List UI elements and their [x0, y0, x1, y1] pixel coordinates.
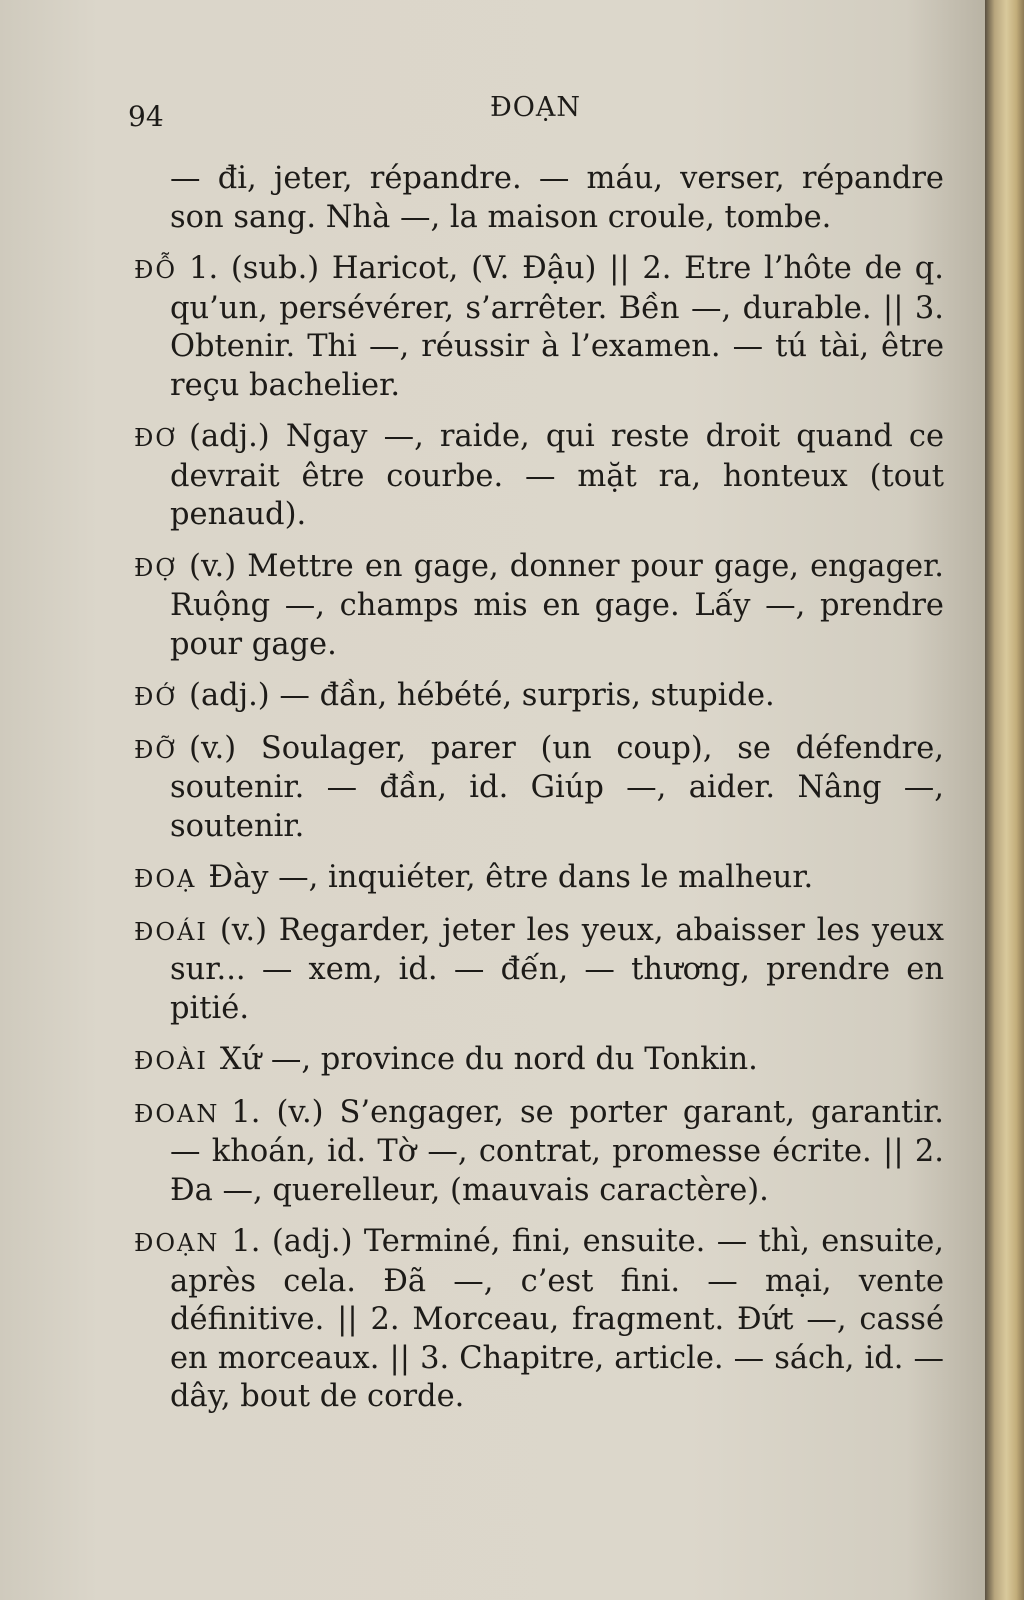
page-number: 94	[128, 100, 164, 133]
entry-headword: ĐỚ	[134, 683, 178, 711]
dictionary-entry	[134, 1041, 944, 1081]
dictionary-entries	[134, 160, 944, 1430]
entry-text: (v.) Regarder, jeter les yeux, abaisser les yeux sur... — xem, id. — đến, — thương, prendre en pitié.	[170, 912, 944, 1026]
dictionary-entry	[134, 1094, 944, 1211]
dictionary-entry	[134, 250, 944, 405]
entry-headword: ĐỖ	[134, 256, 178, 284]
dictionary-entry	[134, 677, 944, 717]
dictionary-entry	[134, 859, 944, 899]
entry-text: (adj.) — đần, hébété, surpris, stupide.	[189, 678, 775, 713]
entry-text: (v.) Soulager, parer (un coup), se défendre, soutenir. — đần, id. Giúp —, aider. Nâng —, soutenir.	[170, 730, 944, 844]
entry-headword: ĐOÀI	[134, 1047, 208, 1075]
entry-headword: ĐỠ	[134, 735, 178, 764]
entry-text: Đày —, inquiéter, être dans le malheur.	[208, 860, 814, 895]
entry-text: 1. (adj.) Terminé, fini, ensuite. — thì, ensuite, après cela. Đã —, c’est fini. — mại, vente définitive. || 2. Morceau, fragment. Đứt —, cassé en morceaux. || 3. Chapitre, article. — sách, id. — dây, bout de corde.	[170, 1224, 944, 1414]
entry-text: Xứ —, province du nord du Tonkin.	[219, 1042, 758, 1077]
running-head: ĐOẠN	[490, 92, 582, 123]
entry-headword: ĐOẠ	[134, 865, 197, 893]
book-spine-edge	[985, 0, 1024, 1600]
dictionary-entry	[134, 912, 944, 1029]
entry-headword: ĐƠ	[134, 424, 178, 452]
entry-text: — đi, jeter, répandre. — máu, verser, répandre son sang. Nhà —, la maison croule, tombe.	[170, 161, 944, 235]
entry-headword: ĐOẠN	[134, 1229, 220, 1257]
dictionary-entry	[134, 418, 944, 535]
entry-headword: ĐOÁI	[134, 917, 208, 946]
entry-continuation	[134, 160, 944, 237]
dictionary-entry	[134, 730, 944, 847]
entry-text: 1. (v.) S’engager, se porter garant, garantir. — khoán, id. Tờ —, contrat, promesse écrite. || 2. Đa —, querelleur, (mauvais caractère).	[170, 1094, 944, 1208]
entry-text: (v.) Mettre en gage, donner pour gage, engager. Ruộng —, champs mis en gage. Lấy —, prendre pour gage.	[170, 548, 944, 662]
entry-text: (adj.) Ngay —, raide, qui reste droit quand ce devrait être courbe. — mặt ra, honteux (tout penaud).	[170, 419, 944, 532]
dictionary-entry	[134, 1223, 944, 1417]
dictionary-entry	[134, 548, 944, 665]
entry-text: 1. (sub.) Haricot, (V. Đậu) || 2. Etre l’hôte de q. qu’un, persévérer, s’arrêter. Bền —, durable. || 3. Obtenir. Thi —, réussir à l’examen. — tú tài, être reçu bachelier.	[170, 251, 944, 403]
entry-headword: ĐỢ	[134, 553, 178, 582]
entry-headword: ĐOAN	[134, 1099, 220, 1128]
